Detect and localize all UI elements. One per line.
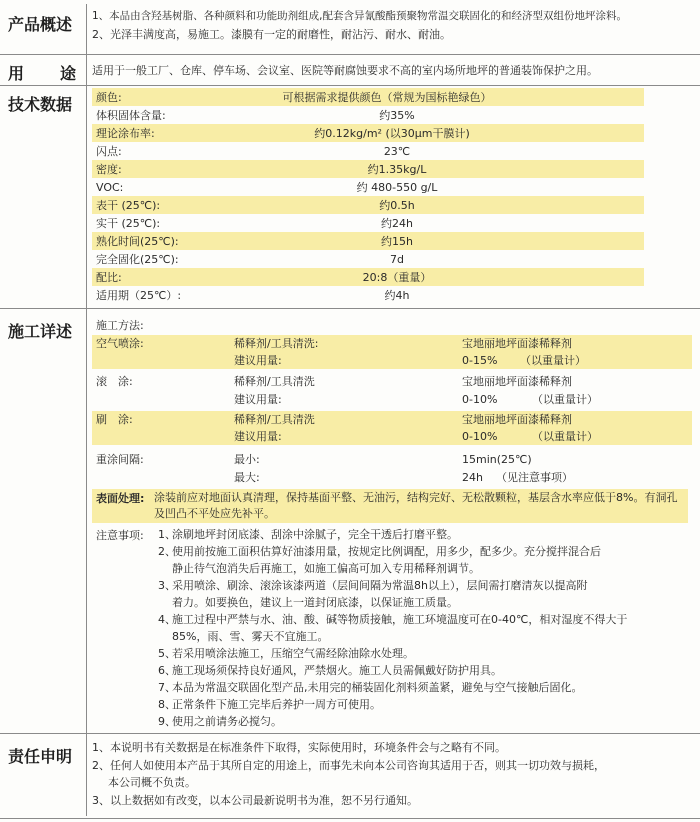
note-text: 若采用喷涂法施工，压缩空气需经除油除水处理。 bbox=[172, 647, 414, 660]
tech-row bbox=[92, 178, 644, 196]
tech-value: 约15h bbox=[381, 235, 413, 248]
note-item bbox=[158, 645, 682, 662]
tech-label: 表干 (25℃): bbox=[96, 199, 161, 212]
method-row bbox=[92, 335, 692, 352]
thinner-label: 稀释剂/工具清洗 bbox=[234, 413, 315, 426]
thinner-label: 稀释剂/工具清洗: bbox=[234, 337, 319, 350]
method-dose-row bbox=[92, 428, 692, 445]
overview-line: 1、本品由含羟基树脂、各种颜料和功能助剂组成,配套含异氰酸酯预聚物常温交联固化的和经济型双组份地坪涂料。 bbox=[92, 10, 628, 22]
tech-row bbox=[92, 142, 644, 160]
tech-label: 闪点: bbox=[96, 145, 122, 158]
tech-label: 熟化时间(25℃): bbox=[96, 235, 179, 248]
usage-text: 适用于一般工厂、仓库、停车场、会议室、医院等耐腐蚀要求不高的室内场所地坪的普通装饰保护之用。 bbox=[92, 64, 598, 77]
dose-label: 建议用量: bbox=[234, 393, 282, 406]
method-name: 滚 涂: bbox=[96, 375, 133, 388]
disclaimer-section bbox=[0, 734, 700, 818]
note-num: 1、 bbox=[158, 528, 176, 541]
divider bbox=[0, 818, 700, 819]
overview-body bbox=[92, 8, 692, 48]
dose-label: 建议用量: bbox=[234, 354, 282, 367]
method-label: 施工方法: bbox=[96, 319, 144, 332]
tech-row bbox=[92, 286, 644, 304]
tech-label: 密度: bbox=[96, 163, 122, 176]
method-row bbox=[92, 411, 692, 428]
dose-note: （以重量计） bbox=[532, 430, 598, 443]
interval-min-value: 15min(25℃) bbox=[462, 453, 532, 466]
method-name: 空气喷涂: bbox=[96, 337, 144, 350]
method-label-row bbox=[92, 317, 692, 333]
dose-value: 0-10% bbox=[462, 393, 498, 406]
notes-list bbox=[158, 526, 682, 730]
note-item bbox=[158, 594, 682, 611]
interval-row bbox=[92, 451, 692, 467]
tech-value: 约1.35kg/L bbox=[367, 163, 427, 176]
note-num: 4、 bbox=[158, 613, 176, 626]
note-text: 施工过程中严禁与水、油、酸、碱等物质接触，施工环境温度可在0-40℃，相对湿度不得大于 bbox=[172, 613, 628, 626]
note-item bbox=[158, 560, 682, 577]
surface-text: 涂装前应对地面认真清理，保持基面平整、无油污，结构完好、无松散颗粒，基层含水率应低于8%。有洞孔及凹凸不平处应先补平。 bbox=[154, 491, 678, 520]
usage-title-char: 用 bbox=[8, 64, 25, 83]
tech-value: 可根据需求提供颜色（常规为国标艳绿色） bbox=[282, 91, 492, 104]
tech-row bbox=[92, 196, 644, 214]
method-dose-row bbox=[92, 352, 692, 369]
method-name: 刷 涂: bbox=[96, 413, 133, 426]
note-item bbox=[158, 696, 682, 713]
note-num: 8、 bbox=[158, 698, 176, 711]
note-text: 静止待气泡消失后再施工，如施工偏高可加入专用稀释剂调节。 bbox=[172, 562, 480, 575]
thinner-name: 宝地丽地坪面漆稀释剂 bbox=[462, 337, 572, 350]
thinner-label: 稀释剂/工具清洗 bbox=[234, 375, 315, 388]
tech-row bbox=[92, 250, 644, 268]
tech-label: 配比: bbox=[96, 271, 122, 284]
tech-value: 20:8（重量） bbox=[362, 271, 432, 284]
tech-value: 约0.12kg/m² (以30μm干膜计) bbox=[314, 127, 470, 140]
tech-row bbox=[92, 88, 644, 106]
thinner-name: 宝地丽地坪面漆稀释剂 bbox=[462, 413, 572, 426]
tech-label: 体积固体含量: bbox=[96, 109, 166, 122]
surface-label: 表面处理: bbox=[96, 492, 145, 505]
overview-line: 2、光泽丰满度高，易施工。漆膜有一定的耐磨性，耐沾污、耐水、耐油。 bbox=[92, 28, 451, 41]
thinner-name: 宝地丽地坪面漆稀释剂 bbox=[462, 375, 572, 388]
construction-section bbox=[0, 309, 700, 733]
tech-row bbox=[92, 232, 644, 250]
usage-title bbox=[8, 61, 76, 84]
note-num: 2、 bbox=[158, 545, 176, 558]
note-text: 施工现场须保持良好通风，严禁烟火。施工人员需佩戴好防护用具。 bbox=[172, 664, 502, 677]
notes-label: 注意事项: bbox=[96, 529, 144, 542]
tech-label: 实干 (25℃): bbox=[96, 217, 161, 230]
note-text: 着力。如要换色，建议上一道封闭底漆，以保证施工质量。 bbox=[172, 596, 458, 609]
dose-note: （以重量计） bbox=[532, 393, 598, 406]
tech-title: 技术数据 bbox=[8, 95, 73, 114]
interval-row bbox=[92, 469, 692, 485]
tech-row bbox=[92, 268, 644, 286]
note-item bbox=[158, 662, 682, 679]
construction-title: 施工详述 bbox=[8, 322, 73, 341]
overview-title: 产品概述 bbox=[8, 15, 73, 34]
tech-row bbox=[92, 124, 644, 142]
tech-value: 约 480-550 g/L bbox=[356, 181, 438, 194]
surface-block bbox=[92, 489, 688, 523]
tech-label: VOC: bbox=[96, 181, 124, 194]
method-dose-row bbox=[92, 391, 692, 408]
dose-note: （以重量计） bbox=[520, 354, 586, 367]
tech-label: 颜色: bbox=[96, 91, 122, 104]
note-num: 7、 bbox=[158, 681, 176, 694]
interval-label: 重涂间隔: bbox=[96, 453, 144, 466]
tech-row bbox=[92, 214, 644, 232]
interval-max-note: （见注意事项） bbox=[496, 471, 573, 484]
tech-section bbox=[0, 86, 700, 308]
dose-value: 0-15% bbox=[462, 354, 498, 367]
tech-row bbox=[92, 106, 644, 124]
interval-min-label: 最小: bbox=[234, 453, 260, 466]
interval-max-value: 24h bbox=[462, 471, 483, 484]
dose-value: 0-10% bbox=[462, 430, 498, 443]
disclaimer-body bbox=[92, 740, 692, 816]
note-item bbox=[158, 543, 682, 560]
note-text: 85%，雨、雪、雾天不宜施工。 bbox=[172, 630, 329, 643]
note-text: 使用前按施工面积估算好油漆用量，按规定比例调配，用多少，配多少。充分搅拌混合后 bbox=[172, 545, 601, 558]
disclaimer-line: 1、本说明书有关数据是在标准条件下取得，实际使用时，环境条件会与之略有不同。 bbox=[92, 741, 506, 754]
tech-label: 完全固化(25℃): bbox=[96, 253, 179, 266]
interval-max-label: 最大: bbox=[234, 471, 260, 484]
note-item bbox=[158, 526, 682, 543]
tech-value: 约4h bbox=[384, 289, 410, 302]
disclaimer-line: 2、任何人如使用本产品于其所自定的用途上，而事先未向本公司咨询其适用于否，则其一切功效与损耗， bbox=[92, 759, 605, 772]
tech-label: 适用期（25℃）: bbox=[96, 289, 182, 302]
disclaimer-line: 3、以上数据如有改变，以本公司最新说明书为准，恕不另行通知。 bbox=[92, 794, 418, 807]
note-num: 6、 bbox=[158, 664, 176, 677]
tech-value: 约35% bbox=[379, 109, 415, 122]
note-item bbox=[158, 577, 682, 594]
note-item bbox=[158, 713, 682, 730]
tech-value: 7d bbox=[390, 253, 404, 266]
tech-value: 23℃ bbox=[383, 145, 411, 158]
note-text: 正常条件下施工完毕后养护一周方可使用。 bbox=[172, 698, 381, 711]
tech-value: 约0.5h bbox=[379, 199, 415, 212]
overview-section bbox=[0, 0, 700, 54]
note-item bbox=[158, 611, 682, 628]
note-num: 3、 bbox=[158, 579, 176, 592]
note-text: 采用喷涂、刷涂、滚涂该漆两道（层间间隔为常温8h以上），层间需打磨清灰以提高附 bbox=[172, 579, 588, 592]
tech-value: 约24h bbox=[381, 217, 413, 230]
construction-body bbox=[92, 315, 692, 731]
note-item bbox=[158, 628, 682, 645]
note-item bbox=[158, 679, 682, 696]
tech-table bbox=[92, 88, 644, 306]
usage-title-char: 途 bbox=[59, 64, 76, 83]
note-text: 涂刷地坪封闭底漆、刮涂中涂腻子，完全干透后打磨平整。 bbox=[172, 528, 458, 541]
disclaimer-line: 本公司概不负责。 bbox=[108, 776, 196, 789]
tech-row bbox=[92, 160, 644, 178]
tech-label: 理论涂布率: bbox=[96, 127, 155, 140]
usage-section bbox=[0, 55, 700, 85]
note-text: 本品为常温交联固化型产品,未用完的桶装固化剂料须盖紧，避免与空气接触后固化。 bbox=[172, 681, 583, 694]
disclaimer-title: 责任申明 bbox=[8, 747, 73, 766]
note-num: 5、 bbox=[158, 647, 176, 660]
dose-label: 建议用量: bbox=[234, 430, 282, 443]
note-num: 9、 bbox=[158, 715, 176, 728]
note-text: 使用之前请务必搅匀。 bbox=[172, 715, 282, 728]
method-row bbox=[92, 373, 692, 390]
